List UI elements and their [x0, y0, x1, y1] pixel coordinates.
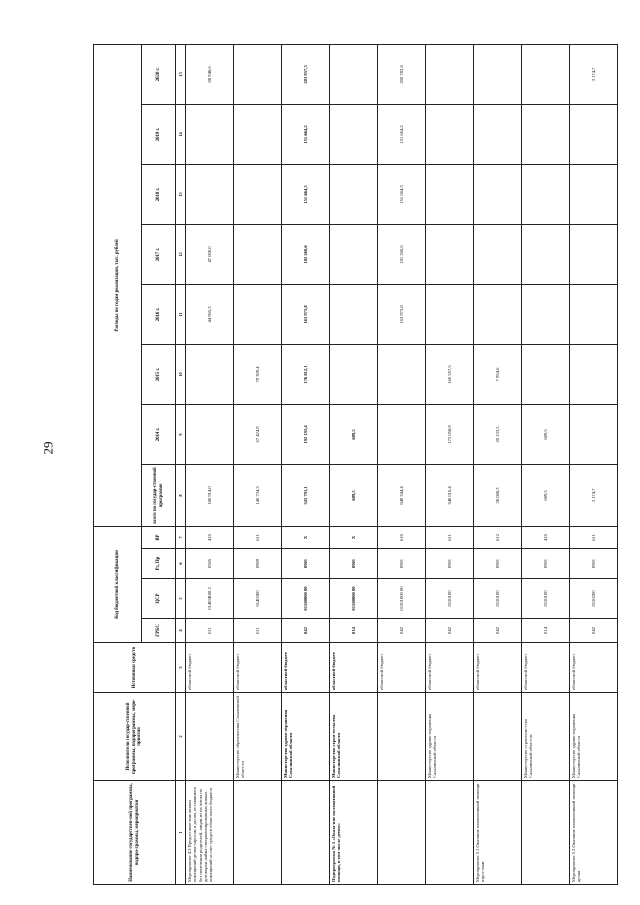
row-grbs: 011 — [186, 619, 234, 643]
row-2020: 88 948,6 — [186, 44, 234, 104]
row-rzpr: 0505 — [186, 549, 234, 579]
col-index: 11 — [176, 284, 186, 344]
row-source: областной бюджет — [570, 643, 618, 693]
col-index: 1 — [176, 781, 186, 885]
row-name: Подпрограмма № 5 «Оказа-ние паллиативной помощи, в том числе детям» — [330, 781, 378, 885]
row-2020 — [234, 44, 282, 104]
row-source: областной бюджет — [474, 643, 522, 693]
row-csr: 01500000 00 — [330, 579, 378, 619]
row-2020 — [426, 44, 474, 104]
row-2017 — [234, 224, 282, 284]
column-index-row — [176, 44, 186, 884]
row-csr: 0150100 — [426, 579, 474, 619]
row-2014 — [186, 404, 234, 464]
row-2014: 20 133,5 — [474, 404, 522, 464]
row-2019 — [330, 104, 378, 164]
row-2018 — [234, 164, 282, 224]
row-source: областной бюджет — [330, 643, 378, 693]
row-name: Мероприятие 5.1 Оказание паллиативной помощи взрос-лым — [474, 781, 522, 885]
col-index: 5 — [176, 579, 186, 619]
header-source: Источники средств — [94, 643, 176, 693]
row-2019 — [522, 104, 570, 164]
row-grbs: 014 — [522, 619, 570, 643]
row-2016 — [330, 284, 378, 344]
row-2016 — [426, 284, 474, 344]
row-2014: 192 192,4 — [282, 404, 330, 464]
row-csr: 01500000 00 — [282, 579, 330, 619]
row-total: 343 791,1 — [282, 464, 330, 526]
row-2016 — [522, 284, 570, 344]
row-name — [378, 781, 426, 885]
row-2018 — [330, 164, 378, 224]
rotated-table-page — [93, 45, 618, 885]
col-index: 8 — [176, 464, 186, 526]
row-rzpr: 0901 — [330, 549, 378, 579]
row-2014 — [570, 404, 618, 464]
row-grbs: 011 — [234, 619, 282, 643]
header-year-2018: 2018 г. — [142, 164, 176, 224]
row-vr: 611 — [426, 526, 474, 548]
row-2018 — [522, 164, 570, 224]
row-executor: Министерство здраво-охранения Сахалинской области — [282, 693, 330, 781]
table-row — [570, 44, 618, 884]
row-2016: 163 972,8 — [282, 284, 330, 344]
header-year-2017: 2017 г. — [142, 224, 176, 284]
row-executor: Министерство здраво-охранения Сахалинской области — [570, 693, 618, 781]
col-index: 9 — [176, 404, 186, 464]
row-2018 — [426, 164, 474, 224]
row-grbs: 042 — [378, 619, 426, 643]
row-name: Мероприятие 4.3 Предоставле-ние жилых помещений детям-сиротам и детям, оставшимся без попечения родителей, лицам из их числа по договорам найма специализированных жилых помещений за счет средств областного бюджета — [186, 781, 234, 885]
row-vr: 611 — [234, 526, 282, 548]
col-index: 6 — [176, 549, 186, 579]
row-2020: 3 174,7 — [570, 44, 618, 104]
header-row-1 — [94, 44, 142, 884]
header-year-2019: 2019 г. — [142, 104, 176, 164]
row-total: 28 088,3 — [474, 464, 522, 526]
row-2018 — [474, 164, 522, 224]
row-vr: 610 — [378, 526, 426, 548]
table-row — [474, 44, 522, 884]
row-vr: 611 — [570, 526, 618, 548]
row-name — [234, 781, 282, 885]
row-csr: 0150200 — [570, 579, 618, 619]
row-source: областной бюджет — [186, 643, 234, 693]
row-name: Мероприятие 5.2 Оказание паллиативной помощи детям — [570, 781, 618, 885]
table-row — [282, 44, 330, 884]
row-executor: Министерство образова-ния Сахалинской обла-сти — [234, 693, 282, 781]
row-2014: 689,5 — [330, 404, 378, 464]
row-csr: 01403R08 2 — [186, 579, 234, 619]
header-grbs: ГРБС — [142, 619, 176, 643]
row-grbs: 042 — [282, 619, 330, 643]
row-2015: 7 954,6 — [474, 344, 522, 404]
row-2015: 79 309,4 — [234, 344, 282, 404]
row-2020: 200 782,6 — [378, 44, 426, 104]
row-2017: 47 000,0 — [186, 224, 234, 284]
row-rzpr: 0901 — [426, 549, 474, 579]
row-executor — [378, 693, 426, 781]
row-2014: 172 058,9 — [426, 404, 474, 464]
row-vr: X — [282, 526, 330, 548]
row-2014 — [378, 404, 426, 464]
row-2016: 44 965,3 — [186, 284, 234, 344]
row-executor — [474, 693, 522, 781]
header-year-2015: 2015 г. — [142, 344, 176, 404]
header-name: Наименование государствен-ной программы, подпро-граммы, мероприятия — [94, 781, 176, 885]
table-row — [378, 44, 426, 884]
row-source: областной бюджет — [378, 643, 426, 693]
row-2019: 151 664,2 — [282, 104, 330, 164]
row-2018 — [570, 164, 618, 224]
row-2017 — [570, 224, 618, 284]
row-2015 — [522, 344, 570, 404]
row-grbs: 042 — [426, 619, 474, 643]
row-2019 — [186, 104, 234, 164]
row-2020: 203 957,3 — [282, 44, 330, 104]
row-source: областной бюджет — [522, 643, 570, 693]
table-row — [426, 44, 474, 884]
row-total: 689,5 — [330, 464, 378, 526]
row-grbs: 042 — [474, 619, 522, 643]
row-csr: 01501000 00 — [378, 579, 426, 619]
col-index: 7 — [176, 526, 186, 548]
header-executor: Исполнители государ-ственной программы, подпрограммы, меро-приятия — [94, 693, 176, 781]
header-expenses: Расходы по годам реализации, тыс. рублей — [94, 44, 142, 526]
row-name — [282, 781, 330, 885]
row-total: 180 914,0 — [186, 464, 234, 526]
row-2016 — [570, 284, 618, 344]
row-vr: 410 — [186, 526, 234, 548]
row-executor: Министерство здраво-охранения Сахалинской области — [426, 693, 474, 781]
header-total: всего по государ-ственной программе — [142, 464, 176, 526]
row-rzpr: 0901 — [522, 549, 570, 579]
row-2019 — [570, 104, 618, 164]
row-2015 — [186, 344, 234, 404]
col-index: 14 — [176, 104, 186, 164]
row-name — [522, 781, 570, 885]
header-csr: ЦСР — [142, 579, 176, 619]
row-2017: 181 260,6 — [378, 224, 426, 284]
row-2016: 163 972,8 — [378, 284, 426, 344]
row-2017 — [522, 224, 570, 284]
row-2017 — [330, 224, 378, 284]
row-csr: 0150100 — [474, 579, 522, 619]
row-rzpr: 0901 — [474, 549, 522, 579]
row-total: 3 174,7 — [570, 464, 618, 526]
row-vr: 410 — [522, 526, 570, 548]
row-total: 340 016,4 — [426, 464, 474, 526]
row-total: 689,5 — [522, 464, 570, 526]
row-name — [426, 781, 474, 885]
header-vr: ВР — [142, 526, 176, 548]
row-vr: 612 — [474, 526, 522, 548]
header-budget-classification: Код бюджетной классификации — [94, 526, 142, 642]
row-2019 — [426, 104, 474, 164]
col-index: 10 — [176, 344, 186, 404]
col-index: 15 — [176, 44, 186, 104]
row-2019 — [474, 104, 522, 164]
col-index: 13 — [176, 164, 186, 224]
row-2015 — [330, 344, 378, 404]
row-2018: 151 664,3 — [282, 164, 330, 224]
table-row — [234, 44, 282, 884]
row-vr: X — [330, 526, 378, 548]
row-2018: 151 664,3 — [378, 164, 426, 224]
row-2020 — [522, 44, 570, 104]
page-number: 29 — [40, 441, 56, 455]
row-2015: 166 557,5 — [426, 344, 474, 404]
row-2020 — [474, 44, 522, 104]
row-2014: 689,5 — [522, 404, 570, 464]
row-grbs: 014 — [330, 619, 378, 643]
header-rzpr: Рз, Пр — [142, 549, 176, 579]
table-row — [522, 44, 570, 884]
table-row — [186, 44, 234, 884]
row-2020 — [330, 44, 378, 104]
row-total: 849 344,4 — [378, 464, 426, 526]
row-source: областной бюджет — [234, 643, 282, 693]
row-2017 — [426, 224, 474, 284]
row-2014: 67 424,9 — [234, 404, 282, 464]
col-index: 12 — [176, 224, 186, 284]
row-total: 146 734,3 — [234, 464, 282, 526]
row-2016 — [474, 284, 522, 344]
row-executor: Министерство строи-тельства Сахалинской области — [330, 693, 378, 781]
table-row — [330, 44, 378, 884]
header-year-2016: 2016 г. — [142, 284, 176, 344]
row-rzpr: 0909 — [234, 549, 282, 579]
row-2015 — [378, 344, 426, 404]
row-2018 — [186, 164, 234, 224]
row-2015 — [570, 344, 618, 404]
row-rzpr: 0901 — [282, 549, 330, 579]
header-year-2020: 2020 г. — [142, 44, 176, 104]
budget-table — [93, 44, 618, 885]
row-executor — [186, 693, 234, 781]
row-2019: 151 664,2 — [378, 104, 426, 164]
row-rzpr: 0901 — [570, 549, 618, 579]
row-2017 — [474, 224, 522, 284]
col-index: 3 — [176, 643, 186, 693]
col-index: 4 — [176, 619, 186, 643]
row-executor: Министерство строитель-ства Сахалинской обла-сти — [522, 693, 570, 781]
row-rzpr: 0901 — [378, 549, 426, 579]
row-2017: 182 260,6 — [282, 224, 330, 284]
row-2019 — [234, 104, 282, 164]
header-year-2014: 2014 г. — [142, 404, 176, 464]
row-csr: 0150100 — [522, 579, 570, 619]
row-grbs: 042 — [570, 619, 618, 643]
col-index: 2 — [176, 693, 186, 781]
row-2016 — [234, 284, 282, 344]
row-2015: 176 812,1 — [282, 344, 330, 404]
row-source: областной бюджет — [426, 643, 474, 693]
row-csr: 0140300 — [234, 579, 282, 619]
row-source: областной бюджет — [282, 643, 330, 693]
